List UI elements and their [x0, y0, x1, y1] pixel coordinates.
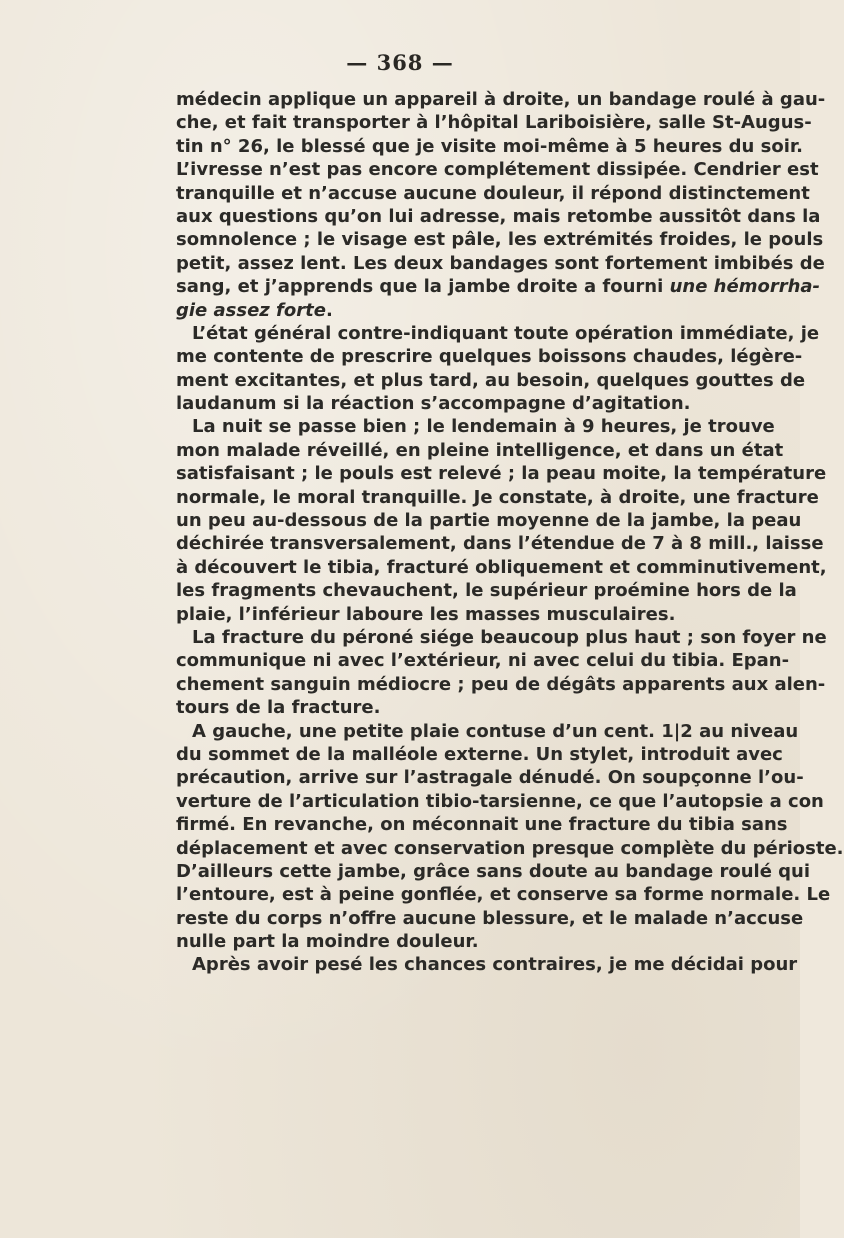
- paragraph-6: [176, 953, 798, 976]
- paragraph-2: [176, 322, 820, 416]
- text-line-with-italic: gie assez forte.: [176, 299, 333, 321]
- text-line: déplacement et avec conservation presque complète du périoste.: [176, 837, 844, 859]
- text-line: somnolence ; le visage est pâle, les extrémités froides, le pouls: [176, 229, 824, 251]
- page-number: — 368 —: [346, 50, 454, 75]
- text-line: La fracture du péroné siége beaucoup plus haut ; son foyer ne: [192, 626, 827, 648]
- italic-run: une hémorrha-: [669, 276, 821, 298]
- text-line: tours de la fracture.: [176, 697, 381, 719]
- paragraph-1: [176, 88, 826, 322]
- text-line: nulle part la moindre douleur.: [176, 931, 479, 953]
- text-line: che, et fait transporter à l’hôpital Lariboisière, salle St-Augus-: [176, 112, 812, 134]
- text-run: sang, et j’apprends que la jambe droite a fourni: [176, 276, 664, 298]
- italic-run: gie assez forte: [176, 299, 326, 321]
- text-line: A gauche, une petite plaie contuse d’un cent. 1|2 au niveau: [192, 720, 799, 742]
- text-line: communique ni avec l’extérieur, ni avec celui du tibia. Epan-: [176, 650, 790, 672]
- text-line: l’entoure, est à peine gonflée, et conserve sa forme normale. Le: [176, 884, 831, 906]
- text-line: L’ivresse n’est pas encore complétement dissipée. Cendrier est: [176, 159, 819, 181]
- text-line: verture de l’articulation tibio-tarsienne, ce que l’autopsie a con: [176, 790, 824, 812]
- text-line: médecin applique un appareil à droite, un bandage roulé à gau-: [176, 89, 826, 110]
- text-line: La nuit se passe bien ; le lendemain à 9 heures, je trouve: [192, 416, 775, 438]
- text-line: Après avoir pesé les chances contraires, je me décidai pour: [192, 954, 798, 976]
- text-line: petit, assez lent. Les deux bandages sont fortement imbibés de: [176, 252, 825, 274]
- text-line: déchirée transversalement, dans l’étendue de 7 à 8 mill., laisse: [176, 533, 824, 555]
- paragraph-3: [176, 415, 827, 626]
- text-line: précaution, arrive sur l’astragale dénudé. On soupçonne l’ou-: [176, 767, 804, 789]
- text-line: tranquille et n’accuse aucune douleur, il répond distinctement: [176, 182, 810, 204]
- text-line: normale, le moral tranquille. Je constate, à droite, une fracture: [176, 486, 819, 508]
- text-line: D’ailleurs cette jambe, grâce sans doute au bandage roulé qui: [176, 860, 811, 882]
- text-line: satisfaisant ; le pouls est relevé ; la peau moite, la température: [176, 463, 827, 485]
- text-line: un peu au-dessous de la partie moyenne de la jambe, la peau: [176, 510, 802, 532]
- text-line: chement sanguin médiocre ; peu de dégâts apparents aux alen-: [176, 673, 826, 695]
- text-line: ment excitantes, et plus tard, au besoin, quelques gouttes de: [176, 369, 806, 391]
- paragraph-5: [176, 720, 844, 954]
- text-line-with-italic: [176, 275, 821, 298]
- body-text: [176, 88, 844, 977]
- text-line: du sommet de la malléole externe. Un stylet, introduit avec: [176, 743, 783, 765]
- text-line: laudanum si la réaction s’accompagne d’agitation.: [176, 393, 691, 415]
- text-line: tin n° 26, le blessé que je visite moi-même à 5 heures du soir.: [176, 135, 804, 157]
- text-line: à découvert le tibia, fracturé obliquement et comminutivement,: [176, 556, 827, 578]
- text-line: me contente de prescrire quelques boissons chaudes, légère-: [176, 346, 803, 368]
- text-line: reste du corps n’offre aucune blessure, et le malade n’accuse: [176, 907, 804, 929]
- paragraph-4: [176, 626, 827, 720]
- text-line: aux questions qu’on lui adresse, mais retombe aussitôt dans la: [176, 205, 821, 227]
- text-line: les fragments chevauchent, le supérieur proémine hors de la: [176, 580, 797, 602]
- text-line: L’état général contre-indiquant toute opération immédiate, je: [192, 322, 820, 344]
- text-line: mon malade réveillé, en pleine intelligence, et dans un état: [176, 439, 784, 461]
- text-line: firmé. En revanche, on méconnait une fracture du tibia sans: [176, 814, 788, 836]
- text-line: plaie, l’inférieur laboure les masses musculaires.: [176, 603, 676, 625]
